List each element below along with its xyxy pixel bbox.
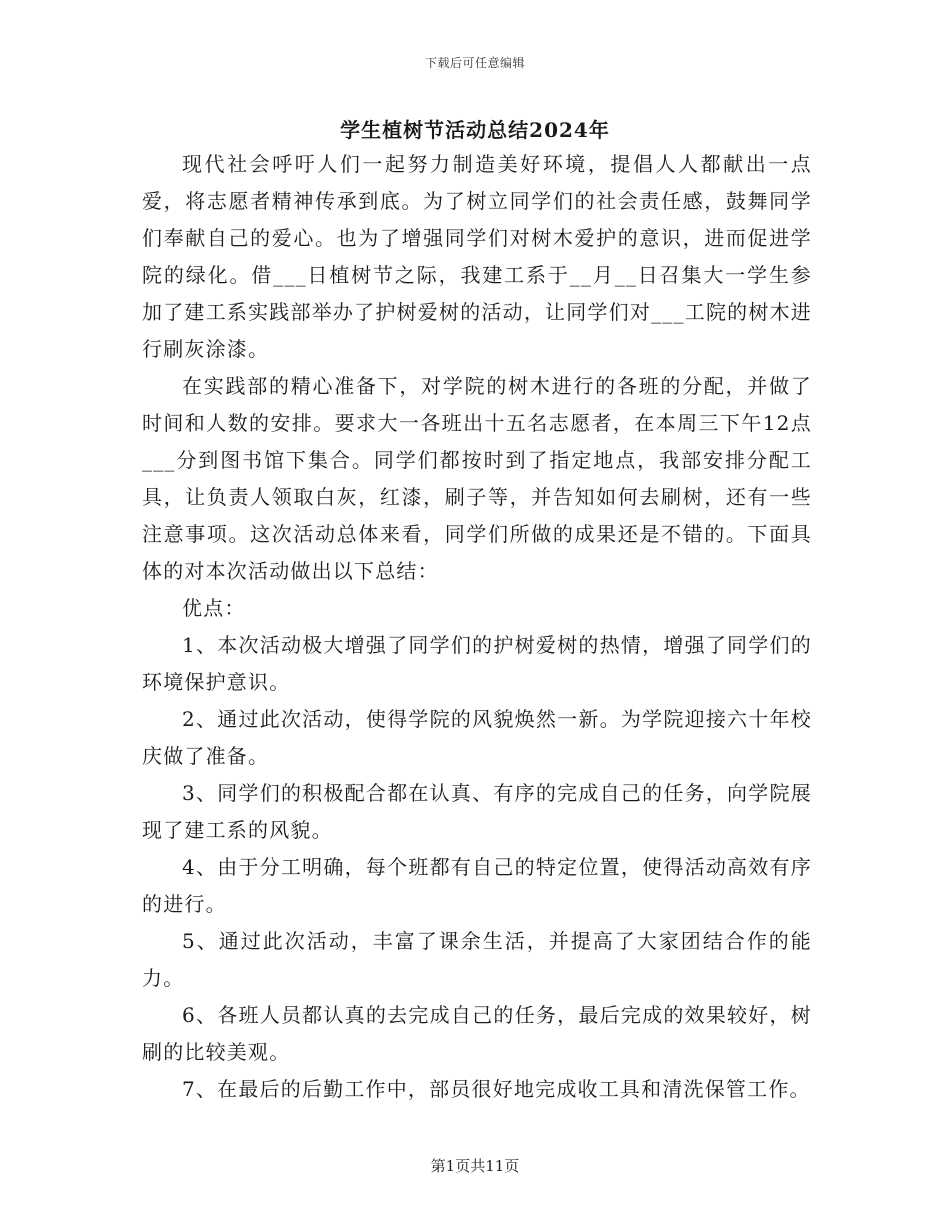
paragraph: 1、本次活动极大增强了同学们的护树爱树的热情，增强了同学们的环境保护意识。	[142, 633, 812, 694]
paragraph: 6、各班人员都认真的去完成自己的任务，最后完成的效果较好，树刷的比较美观。	[142, 1003, 812, 1064]
document-body	[142, 146, 812, 1108]
document-title: 学生植树节活动总结2024年	[340, 118, 610, 142]
paragraph: 优点：	[182, 596, 246, 620]
paragraph: 5、通过此次活动，丰富了课余生活，并提高了大家团结合作的能力。	[142, 929, 812, 990]
paragraph: 4、由于分工明确，每个班都有自己的特定位置，使得活动高效有序的进行。	[142, 855, 812, 916]
paragraph: 3、同学们的积极配合都在认真、有序的完成自己的任务，向学院展现了建工系的风貌。	[142, 781, 812, 842]
paragraph: 7、在最后的后勤工作中，部员很好地完成收工具和清洗保管工作。	[182, 1077, 811, 1101]
paragraph: 在实践部的精心准备下，对学院的树木进行的各班的分配，并做了时间和人数的安排。要求大一各班出十五名志愿者，在本周三下午12点___分到图书馆下集合。同学们都按时到了指定地点，我部安排分配工具，让负责人领取白灰，红漆，刷子等，并告知如何去刷树，还有一些注意事项。这次活动总体来看，同学们所做的成果还是不错的。下面具体的对本次活动做出以下总结：	[142, 374, 812, 583]
header-note: 下载后可任意编辑	[424, 56, 525, 70]
page-number: 第1页共11页	[430, 1157, 520, 1175]
paragraph: 2、通过此次活动，使得学院的风貌焕然一新。为学院迎接六十年校庆做了准备。	[142, 707, 812, 768]
paragraph: 现代社会呼吁人们一起努力制造美好环境，提倡人人都献出一点爱，将志愿者精神传承到底。为了树立同学们的社会责任感，鼓舞同学们奉献自己的爱心。也为了增强同学们对树木爱护的意识，进而促进学院的绿化。借___日植树节之际，我建工系于__月__日召集大一学生参加了建工系实践部举办了护树爱树的活动，让同学们对___工院的树木进行刷灰涂漆。	[142, 152, 812, 361]
